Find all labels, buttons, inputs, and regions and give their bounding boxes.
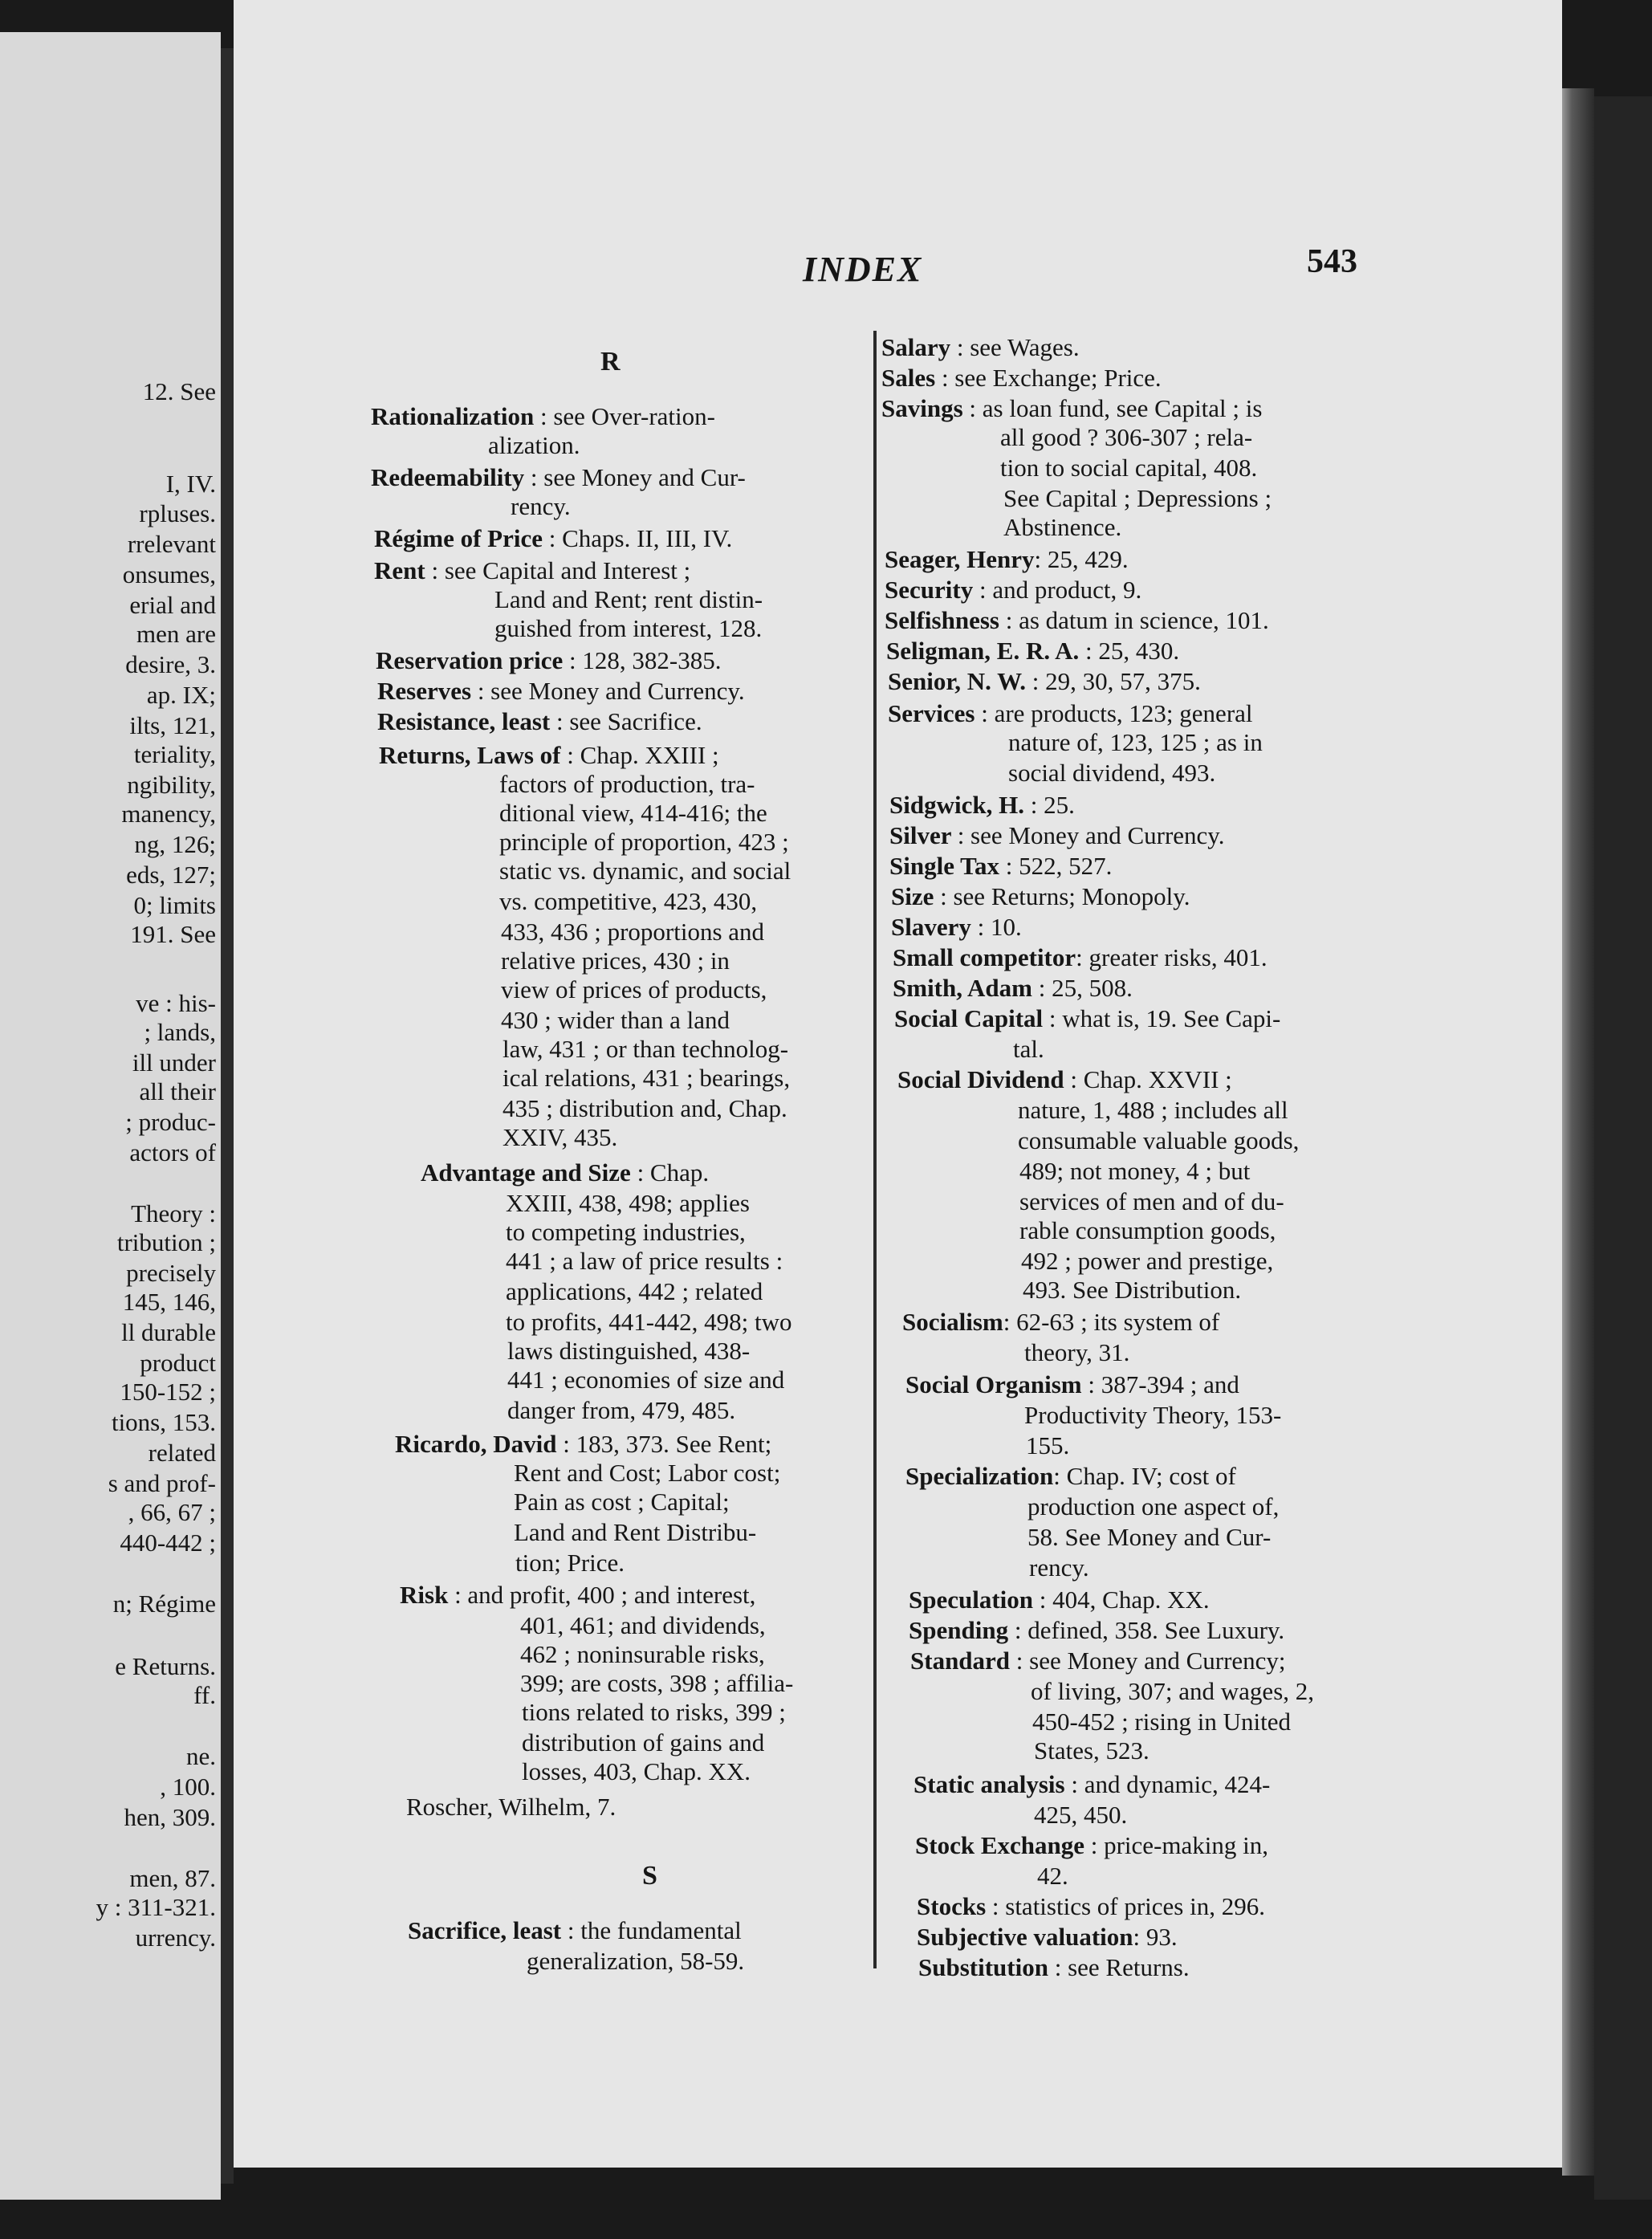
facing-page-fragment: desire, 3. [125,650,216,678]
facing-page-fragment: ill under [132,1048,216,1077]
facing-page-fragment: rrelevant [127,530,216,558]
index-line: 441 ; economies of size and [507,1366,785,1394]
facing-page-fragment: onsumes, [122,560,216,588]
index-line: tal. [1013,1035,1044,1063]
index-line: Reserves : see Money and Currency. [377,677,745,705]
index-line: 489; not money, 4 ; but [1019,1157,1251,1185]
index-line: States, 523. [1034,1736,1149,1765]
index-line: Ricardo, David : 183, 373. See Rent; [395,1430,772,1458]
index-line: Sacrifice, least : the fundamental [408,1916,742,1944]
facing-page-fragment: eds, 127; [126,861,216,889]
index-line: alization. [488,431,580,459]
index-line: Services : are products, 123; general [888,699,1253,727]
index-line: Social Capital : what is, 19. See Capi- [894,1004,1281,1032]
index-line: Slavery : 10. [891,913,1022,941]
facing-page-fragment: n; Régime [112,1590,216,1618]
facing-page-fragment: rpluses. [139,499,216,527]
index-line: 155. [1026,1431,1070,1459]
index-line: 401, 461; and dividends, [520,1611,766,1639]
section-heading-r: R [600,347,621,377]
index-line: Selfishness : as datum in science, 101. [885,606,1269,634]
index-line: Sidgwick, H. : 25. [889,791,1075,819]
index-line: Spending : defined, 358. See Luxury. [909,1616,1285,1644]
index-line: theory, 31. [1024,1338,1130,1366]
facing-page-fragment: , 100. [160,1773,216,1801]
facing-page-fragment: 191. See [130,920,216,948]
index-line: services of men and of du- [1019,1187,1284,1215]
facing-page-fragment: ap. IX; [146,681,216,709]
index-line: 425, 450. [1034,1801,1128,1829]
index-line: social dividend, 493. [1008,759,1216,787]
facing-page-fragment: s and prof- [108,1469,216,1497]
book-cover-edge [1594,96,1652,2200]
index-line: Senior, N. W. : 29, 30, 57, 375. [888,667,1201,695]
index-line: Returns, Laws of : Chap. XXIII ; [379,741,719,769]
index-line: Régime of Price : Chaps. II, III, IV. [374,524,733,552]
facing-page-fragment: Theory : [131,1199,216,1227]
index-line: tions related to risks, 399 ; [522,1698,786,1726]
index-line: Roscher, Wilhelm, 7. [406,1793,616,1821]
facing-page-fragment: ll durable [121,1318,216,1346]
index-line: tion; Price. [515,1549,625,1577]
facing-page-fragment: actors of [129,1138,216,1166]
section-heading-s: S [642,1861,657,1891]
index-line: Land and Rent; rent distin- [494,585,763,613]
index-line: principle of proportion, 423 ; [499,828,789,856]
index-line: Social Organism : 387-394 ; and [905,1370,1239,1398]
index-line: 441 ; a law of price results : [506,1247,783,1275]
facing-page-fragment: erial and [129,591,216,619]
facing-page-fragment: 145, 146, [122,1288,216,1316]
index-line: Specialization: Chap. IV; cost of [905,1462,1236,1490]
index-line: Security : and product, 9. [885,576,1142,604]
index-line: Standard : see Money and Currency; [910,1647,1286,1675]
facing-page-fragment: related [148,1439,216,1467]
facing-page [0,32,221,2200]
index-line: Rent : see Capital and Interest ; [374,556,691,584]
facing-page-fragment: , 66, 67 ; [128,1498,216,1526]
index-line: static vs. dynamic, and social [499,857,791,885]
index-line: rency. [511,492,571,520]
index-line: Subjective valuation: 93. [917,1923,1178,1951]
running-header-title: INDEX [803,250,923,289]
page-edge [1562,88,1594,2176]
index-line: Redeemability : see Money and Cur- [371,463,746,491]
facing-page-fragment: tribution ; [116,1228,216,1256]
index-line: 42. [1037,1862,1068,1890]
index-line: view of prices of products, [501,975,767,1003]
facing-page-fragment: ilts, 121, [129,711,216,739]
index-line: 462 ; noninsurable risks, [520,1640,765,1668]
facing-page-fragment: all their [139,1077,216,1105]
index-line: relative prices, 430 ; in [501,946,730,975]
index-line: Land and Rent Distribu- [514,1518,757,1546]
index-line: Reservation price : 128, 382-385. [376,646,722,674]
index-line: Smith, Adam : 25, 508. [893,974,1133,1002]
index-line: rable consumption goods, [1019,1216,1276,1244]
facing-page-fragment: product [140,1349,216,1377]
index-line: Seligman, E. R. A. : 25, 430. [886,637,1180,665]
facing-page-fragment: I, IV. [165,470,216,498]
facing-page-fragment: teriality, [133,740,216,768]
index-line: Silver : see Money and Currency. [889,821,1225,849]
facing-page-fragment: tions, 153. [111,1408,216,1436]
index-line: Socialism: 62-63 ; its system of [902,1308,1220,1336]
facing-page-fragment: 440-442 ; [120,1529,216,1557]
page-number: 543 [1307,243,1357,280]
index-line: 433, 436 ; proportions and [501,918,765,946]
facing-page-fragment: 150-152 ; [120,1378,216,1406]
index-line: Stocks : statistics of prices in, 296. [917,1892,1265,1920]
index-line: Static analysis : and dynamic, 424- [913,1770,1271,1798]
facing-page-fragment: ; produc- [125,1108,216,1136]
facing-page-fragment: ngibility, [127,771,216,799]
index-line: 493. See Distribution. [1023,1276,1242,1304]
index-line: Risk : and profit, 400 ; and interest, [400,1581,756,1609]
facing-page-fragment: ff. [193,1681,216,1709]
index-line: 450-452 ; rising in United [1032,1708,1292,1736]
index-line: vs. competitive, 423, 430, [499,887,758,915]
index-line: Pain as cost ; Capital; [514,1488,730,1516]
index-line: factors of production, tra- [499,770,755,798]
index-line: See Capital ; Depressions ; [1003,484,1272,512]
facing-page-fragment: men, 87. [129,1864,216,1892]
index-line: 58. See Money and Cur- [1027,1523,1272,1551]
index-line: all good ? 306-307 ; rela- [1000,423,1253,451]
index-line: Rent and Cost; Labor cost; [514,1459,781,1487]
index-line: Advantage and Size : Chap. [421,1158,710,1187]
facing-page-fragment: precisely [126,1259,216,1287]
index-line: 435 ; distribution and, Chap. [503,1094,787,1122]
index-line: rency. [1029,1553,1089,1582]
index-line: danger from, 479, 485. [507,1396,736,1424]
index-line: Abstinence. [1003,513,1122,541]
index-line: Size : see Returns; Monopoly. [891,882,1190,910]
index-line: losses, 403, Chap. XX. [522,1757,751,1785]
index-line: XXIII, 438, 498; applies [506,1189,750,1217]
facing-page-fragment: urrency. [135,1924,216,1952]
index-line: XXIV, 435. [503,1123,618,1151]
index-line: Stock Exchange : price-making in, [915,1831,1268,1859]
facing-page-fragment: 0; limits [133,891,216,919]
index-line: nature, 1, 488 ; includes all [1018,1096,1288,1124]
index-line: laws distinguished, 438- [507,1337,751,1365]
facing-page-fragment: y : 311-321. [96,1893,216,1921]
index-line: Rationalization : see Over-ration- [371,402,715,430]
column-divider [873,331,877,1968]
index-line: production one aspect of, [1027,1492,1280,1520]
index-line: Productivity Theory, 153- [1024,1401,1282,1429]
index-line: Salary : see Wages. [881,333,1080,361]
index-line: Savings : as loan fund, see Capital ; is [881,394,1263,422]
index-line: 492 ; power and prestige, [1021,1247,1274,1275]
index-line: of living, 307; and wages, 2, [1031,1677,1315,1705]
index-line: Sales : see Exchange; Price. [881,364,1162,392]
index-line: nature of, 123, 125 ; as in [1008,728,1263,756]
index-line: generalization, 58-59. [527,1947,745,1975]
index-line: ical relations, 431 ; bearings, [503,1064,791,1092]
index-line: Speculation : 404, Chap. XX. [909,1586,1210,1614]
book-spine [221,48,234,2184]
index-line: Social Dividend : Chap. XXVII ; [897,1065,1232,1093]
index-line: consumable valuable goods, [1018,1126,1300,1154]
index-line: guished from interest, 128. [494,614,763,642]
index-line: Resistance, least : see Sacrifice. [377,707,702,735]
index-line: Single Tax : 522, 527. [889,852,1113,880]
index-line: tion to social capital, 408. [1000,454,1258,482]
facing-page-fragment: ve : his- [136,989,216,1017]
facing-page-fragment: manency, [121,800,216,828]
index-line: ditional view, 414-416; the [499,799,767,827]
index-line: Substitution : see Returns. [918,1953,1190,1981]
index-line: to profits, 441-442, 498; two [506,1308,792,1336]
index-line: to competing industries, [506,1218,746,1246]
index-line: Small competitor: greater risks, 401. [893,943,1267,971]
index-line: Seager, Henry: 25, 429. [885,545,1129,573]
facing-page-fragment: ne. [185,1742,216,1770]
index-line: 399; are costs, 398 ; affilia- [520,1669,794,1697]
index-line: applications, 442 ; related [506,1277,763,1305]
facing-page-fragment: hen, 309. [124,1803,216,1831]
facing-page-fragment: e Returns. [115,1652,216,1680]
index-line: 430 ; wider than a land [501,1006,730,1034]
facing-page-fragment: men are [136,620,216,648]
index-line: law, 431 ; or than technolog- [503,1035,789,1063]
index-line: distribution of gains and [522,1728,765,1757]
facing-page-fragment: ; lands, [144,1018,216,1046]
facing-page-fragment: 12. See [142,377,216,405]
facing-page-fragment: ng, 126; [134,830,216,858]
